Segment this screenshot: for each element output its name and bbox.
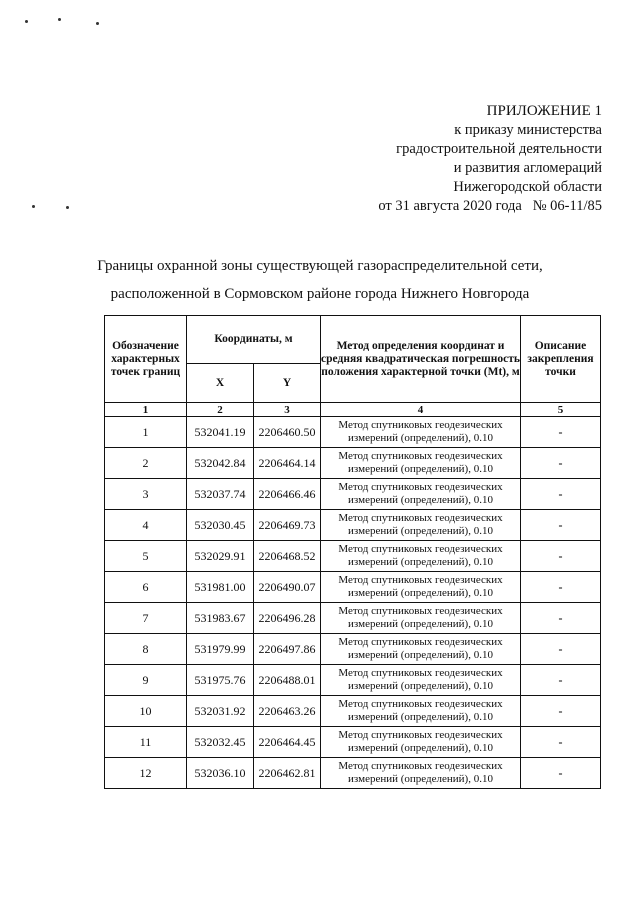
scan-speck	[96, 22, 99, 25]
appendix-order-date: от 31 августа 2020 года № 06-11/85	[378, 198, 602, 214]
table-row	[105, 634, 601, 665]
coordinate-y: 2206496.28	[254, 603, 321, 634]
appendix-line: и развития агломераций	[453, 160, 602, 176]
point-number: 10	[105, 696, 187, 727]
table-row	[105, 665, 601, 696]
method-cell: Метод спутниковых геодезических измерений (определений), 0.10	[321, 510, 521, 541]
description-cell: -	[521, 541, 601, 572]
coordinate-y: 2206469.73	[254, 510, 321, 541]
method-cell: Метод спутниковых геодезических измерений (определений), 0.10	[321, 541, 521, 572]
header-method: Метод определения координат и средняя квадратическая погрешность положения характерной точки (Mt), м	[321, 316, 521, 403]
method-cell: Метод спутниковых геодезических измерений (определений), 0.10	[321, 572, 521, 603]
coordinates-table	[104, 315, 601, 789]
table-row	[105, 603, 601, 634]
description-cell: -	[521, 479, 601, 510]
coordinate-y: 2206490.07	[254, 572, 321, 603]
appendix-line: градостроительной деятельности	[396, 141, 602, 157]
coordinate-y: 2206463.26	[254, 696, 321, 727]
point-number: 9	[105, 665, 187, 696]
appendix-title: ПРИЛОЖЕНИЕ 1	[486, 103, 602, 119]
coordinate-x: 531975.76	[187, 665, 254, 696]
table-row	[105, 696, 601, 727]
coordinate-x: 531979.99	[187, 634, 254, 665]
point-number: 3	[105, 479, 187, 510]
coordinate-x: 532036.10	[187, 758, 254, 789]
coordinate-x: 531981.00	[187, 572, 254, 603]
coordinate-x: 532031.92	[187, 696, 254, 727]
table-row	[105, 727, 601, 758]
coordinate-y: 2206497.86	[254, 634, 321, 665]
method-cell: Метод спутниковых геодезических измерений (определений), 0.10	[321, 758, 521, 789]
table-row	[105, 448, 601, 479]
description-cell: -	[521, 510, 601, 541]
table-row	[105, 479, 601, 510]
coordinate-x: 532041.19	[187, 417, 254, 448]
appendix-header	[378, 102, 602, 216]
document-title	[0, 252, 640, 308]
header-y: Y	[254, 364, 321, 403]
header-description: Описание закрепления точки	[521, 316, 601, 403]
point-number: 1	[105, 417, 187, 448]
description-cell: -	[521, 448, 601, 479]
coordinate-x: 532032.45	[187, 727, 254, 758]
point-number: 2	[105, 448, 187, 479]
table-row	[105, 758, 601, 789]
coordinate-y: 2206462.81	[254, 758, 321, 789]
table-body	[105, 417, 601, 789]
description-cell: -	[521, 665, 601, 696]
column-number: 3	[254, 403, 321, 417]
method-cell: Метод спутниковых геодезических измерений (определений), 0.10	[321, 696, 521, 727]
header-coordinates: Координаты, м	[187, 316, 321, 364]
header-x: X	[187, 364, 254, 403]
description-cell: -	[521, 634, 601, 665]
appendix-line: к приказу министерства	[454, 122, 602, 138]
coordinate-y: 2206488.01	[254, 665, 321, 696]
table-row	[105, 572, 601, 603]
coordinate-y: 2206460.50	[254, 417, 321, 448]
point-number: 8	[105, 634, 187, 665]
coordinate-x: 532030.45	[187, 510, 254, 541]
coordinate-x: 531983.67	[187, 603, 254, 634]
method-cell: Метод спутниковых геодезических измерений (определений), 0.10	[321, 665, 521, 696]
column-number: 5	[521, 403, 601, 417]
scan-speck	[66, 206, 69, 209]
coordinate-x: 532042.84	[187, 448, 254, 479]
coordinate-x: 532037.74	[187, 479, 254, 510]
description-cell: -	[521, 417, 601, 448]
description-cell: -	[521, 727, 601, 758]
method-cell: Метод спутниковых геодезических измерений (определений), 0.10	[321, 603, 521, 634]
method-cell: Метод спутниковых геодезических измерений (определений), 0.10	[321, 479, 521, 510]
column-number: 1	[105, 403, 187, 417]
table-row	[105, 510, 601, 541]
title-line: расположенной в Сормовском районе города Нижнего Новгорода	[110, 286, 530, 302]
table-row	[105, 541, 601, 572]
point-number: 7	[105, 603, 187, 634]
point-number: 11	[105, 727, 187, 758]
appendix-line: Нижегородской области	[453, 179, 602, 195]
description-cell: -	[521, 603, 601, 634]
method-cell: Метод спутниковых геодезических измерений (определений), 0.10	[321, 634, 521, 665]
method-cell: Метод спутниковых геодезических измерений (определений), 0.10	[321, 417, 521, 448]
description-cell: -	[521, 572, 601, 603]
point-number: 4	[105, 510, 187, 541]
method-cell: Метод спутниковых геодезических измерений (определений), 0.10	[321, 727, 521, 758]
column-number: 2	[187, 403, 254, 417]
point-number: 6	[105, 572, 187, 603]
description-cell: -	[521, 758, 601, 789]
coordinate-y: 2206464.45	[254, 727, 321, 758]
coordinate-x: 532029.91	[187, 541, 254, 572]
title-line: Границы охранной зоны существующей газораспределительной сети,	[97, 258, 543, 274]
scan-speck	[58, 18, 61, 21]
point-number: 12	[105, 758, 187, 789]
coordinate-y: 2206468.52	[254, 541, 321, 572]
point-number: 5	[105, 541, 187, 572]
header-designation: Обозначение характерных точек границ	[105, 316, 187, 403]
coordinate-y: 2206466.46	[254, 479, 321, 510]
table-row	[105, 417, 601, 448]
scan-speck	[32, 205, 35, 208]
coordinate-y: 2206464.14	[254, 448, 321, 479]
scan-speck	[25, 20, 28, 23]
method-cell: Метод спутниковых геодезических измерений (определений), 0.10	[321, 448, 521, 479]
description-cell: -	[521, 696, 601, 727]
column-number: 4	[321, 403, 521, 417]
